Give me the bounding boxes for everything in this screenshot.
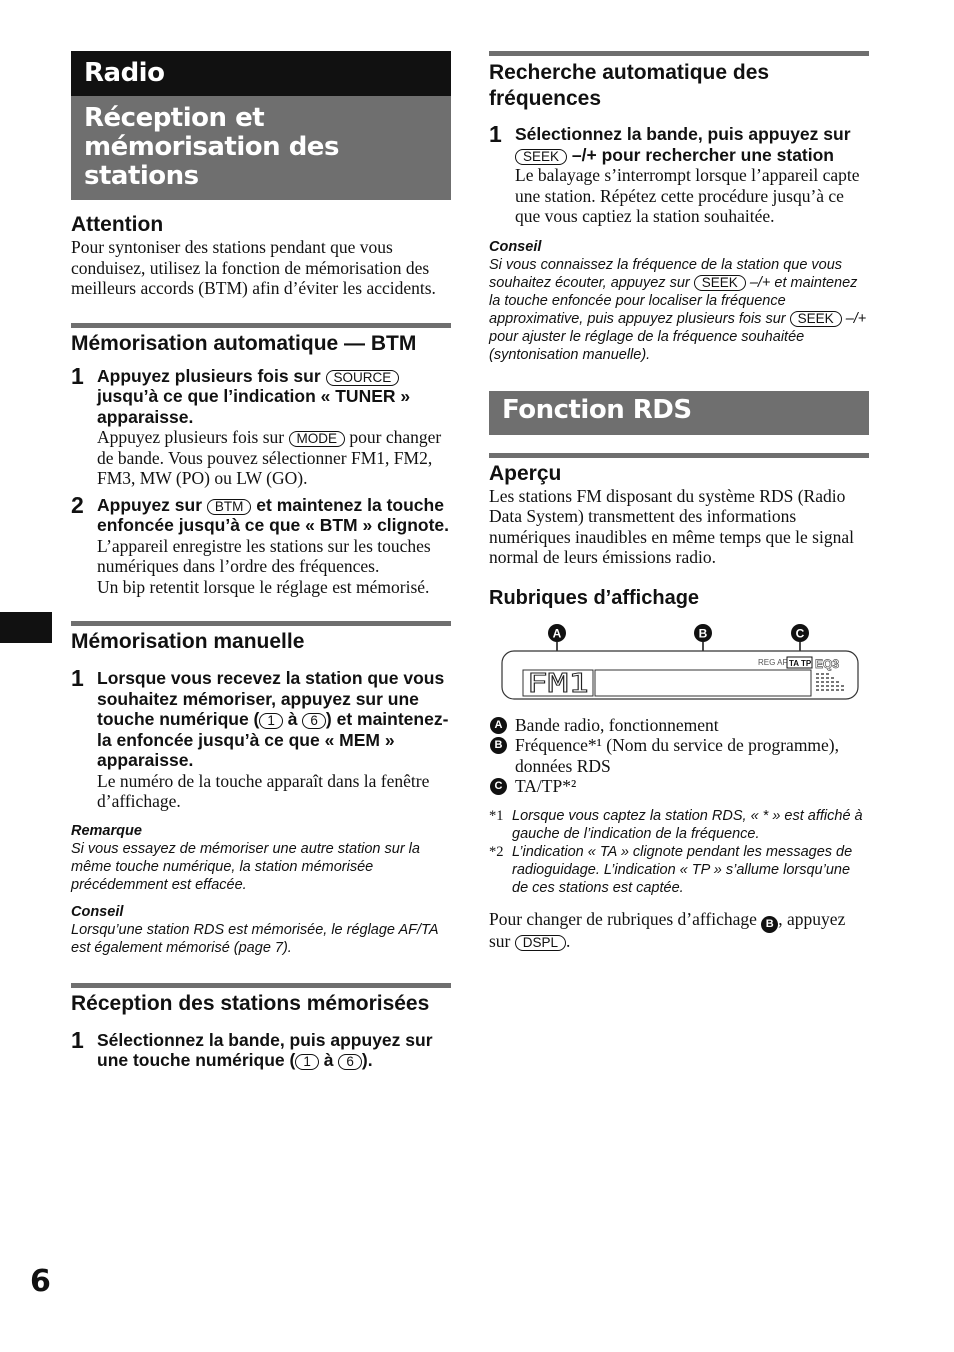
- number-key-1: 1: [295, 1054, 319, 1070]
- callout-c-label: C: [795, 626, 805, 640]
- body-text: .: [566, 930, 571, 951]
- step-text: et maintenez la touche enfoncée jusqu’à ce que « BTM » clignote.: [97, 494, 450, 535]
- apercu-heading: Aperçu: [489, 461, 562, 485]
- step-text: ) et maintenez-la enfoncée jusqu’à ce que « MEM » apparaisse.: [97, 709, 449, 770]
- left-column: [71, 51, 451, 1071]
- remarque-heading: Remarque: [71, 822, 142, 839]
- right-column: [489, 51, 869, 951]
- legend-text: TA/TP*²: [515, 776, 577, 796]
- footnote-1: [489, 807, 869, 843]
- manual-step-1: [71, 665, 451, 812]
- step-text: Appuyez sur: [97, 494, 203, 515]
- number-key-6: 6: [302, 713, 326, 729]
- rubriques-heading: Rubriques d’affichage: [489, 586, 700, 609]
- note-text: –/+ et maintenez la touche enfoncée pour localiser la fréquence approximative, puis appuyez plusieurs fois sur: [489, 274, 858, 327]
- btm-key: BTM: [207, 499, 252, 515]
- step-text: ).: [361, 1050, 373, 1070]
- footnote-number: *1: [489, 807, 504, 824]
- display-diagram: [489, 622, 869, 708]
- step-body: Le numéro de la touche apparaît dans la fenêtre d’affichage.: [97, 770, 430, 811]
- manual-heading: Mémorisation manuelle: [71, 630, 305, 653]
- step-text: Appuyez plusieurs fois sur: [97, 365, 321, 386]
- section-title-reception: Réception et mémorisation des stations: [71, 96, 451, 200]
- step-number: 2: [71, 491, 84, 518]
- legend-letter: B: [490, 737, 507, 754]
- ta-tp-indicator: TA TP: [789, 658, 812, 668]
- seek-conseil-body: [489, 256, 869, 364]
- legend-letter: B: [761, 916, 778, 933]
- apercu-body: Les stations FM disposant du système RDS (Radio Data System) transmettent des informations numériques inaudibles en même temps que le signal normal de leurs émissions radio.: [489, 485, 854, 567]
- btm-step-1: [71, 362, 451, 489]
- legend-item-a: [489, 715, 869, 736]
- chapter-title-radio: Radio: [71, 51, 451, 96]
- seek-heading: Recherche automatique des fréquences: [489, 61, 770, 110]
- step-text: Sélectionnez la bande, puis appuyez sur une touche numérique (: [97, 1029, 433, 1070]
- section-tab-marker: [0, 612, 52, 643]
- change-display-text: [489, 909, 869, 952]
- seek-key: SEEK: [790, 311, 842, 327]
- step-body: Le balayage s’interrompt lorsque l’appareil capte une station. Répétez cette procédure jusqu’à ce que vous captiez la station souhaitée.: [515, 165, 860, 226]
- step-number: 1: [71, 362, 84, 389]
- step-title: [97, 366, 451, 428]
- step-title: [515, 124, 869, 165]
- recall-step-1: [71, 1026, 451, 1071]
- attention-heading: Attention: [71, 213, 164, 236]
- seek-step-1: [489, 121, 869, 227]
- step-body-text: pour changer de bande. Vous pouvez sélectionner FM1, FM2, FM3, MW (PO) ou LW (GO).: [97, 427, 442, 488]
- step-text: Sélectionnez la bande, puis appuyez sur: [515, 124, 851, 144]
- step-number: 1: [71, 1026, 84, 1053]
- step-title: [97, 1030, 451, 1071]
- step-text: –/+ pour rechercher une station: [571, 144, 834, 165]
- legend-text: Fréquence*¹ (Nom du service de programme), données RDS: [515, 735, 840, 776]
- step-body: [97, 427, 451, 489]
- eq-indicator: EQ3: [815, 656, 840, 671]
- mode-key: MODE: [289, 431, 346, 447]
- step-body: Un bip retentit lorsque le réglage est mémorisé.: [97, 576, 430, 597]
- page-number: 6: [30, 1264, 51, 1299]
- step-body: L’appareil enregistre les stations sur les touches numériques dans l’ordre des fréquences.: [97, 535, 431, 576]
- source-key: SOURCE: [326, 370, 400, 386]
- step-text: Lorsque vous recevez la station que vous souhaitez mémoriser, appuyez sur une touche numérique (: [97, 668, 445, 729]
- body-text: Pour changer de rubriques d’affichage: [489, 908, 757, 929]
- step-text: jusqu’à ce que l’indication « TUNER » apparaisse.: [97, 386, 411, 427]
- footnote-text: Lorsque vous captez la station RDS, « * » est affiché à gauche de l’indication de la fréquence.: [512, 807, 863, 842]
- step-title: [97, 495, 451, 536]
- section-title-rds: Fonction RDS: [489, 391, 869, 435]
- conseil-heading: Conseil: [71, 903, 124, 920]
- note-text: Si vous connaissez la fréquence de la station que vous souhaitez écouter, appuyez sur: [489, 256, 843, 291]
- conseil-body: Lorsqu’une station RDS est mémorisée, le réglage AF/TA est également mémorisé (page 7).: [71, 921, 438, 956]
- step-number: 1: [71, 665, 84, 691]
- seek-key: SEEK: [694, 275, 746, 291]
- remarque-body: Si vous essayez de mémoriser une autre station sur la même touche numérique, la station mémorisée précédemment est effacée.: [71, 840, 420, 893]
- dspl-key: DSPL: [515, 935, 566, 951]
- seek-conseil-heading: Conseil: [489, 238, 542, 255]
- reg-af-indicator: REG AF: [758, 657, 788, 667]
- step-number: 1: [489, 121, 502, 147]
- legend-item-c: [489, 776, 869, 797]
- legend-text: Bande radio, fonctionnement: [515, 714, 719, 735]
- legend-letter: C: [490, 778, 507, 795]
- btm-step-2: [71, 491, 451, 598]
- footnote-2: [489, 843, 869, 897]
- number-key-6: 6: [338, 1054, 362, 1070]
- body-text: , appuyez sur: [489, 908, 846, 951]
- frequency-field: [595, 670, 811, 696]
- seek-key: SEEK: [515, 149, 567, 165]
- btm-heading: Mémorisation automatique — BTM: [71, 331, 417, 355]
- step-text: à: [323, 1050, 334, 1070]
- callout-b-label: B: [698, 626, 708, 640]
- step-title: [97, 668, 451, 771]
- footnote-text: L’indication « TA » clignote pendant les messages de radioguidage. L’indication « TP » s’allume lorsqu’une de ces stations est captée.: [512, 843, 853, 896]
- number-key-1: 1: [259, 713, 283, 729]
- legend-letter: A: [490, 717, 507, 734]
- step-body-text: Appuyez plusieurs fois sur: [97, 427, 285, 447]
- callout-a-label: A: [552, 626, 562, 640]
- recall-heading: Réception des stations mémorisées: [71, 991, 430, 1015]
- step-text: à: [287, 709, 298, 729]
- attention-body: Pour syntoniser des stations pendant que vous conduisez, utilisez la fonction de mémorisation des meilleurs accords (BTM) afin d’éviter les accidents.: [71, 237, 436, 298]
- footnote-number: *2: [489, 843, 504, 860]
- band-segment-text: FM1: [527, 668, 589, 699]
- legend-item-b: [489, 735, 869, 776]
- note-text: –/+ pour ajuster le réglage de la fréquence souhaitée (syntonisation manuelle).: [489, 310, 867, 363]
